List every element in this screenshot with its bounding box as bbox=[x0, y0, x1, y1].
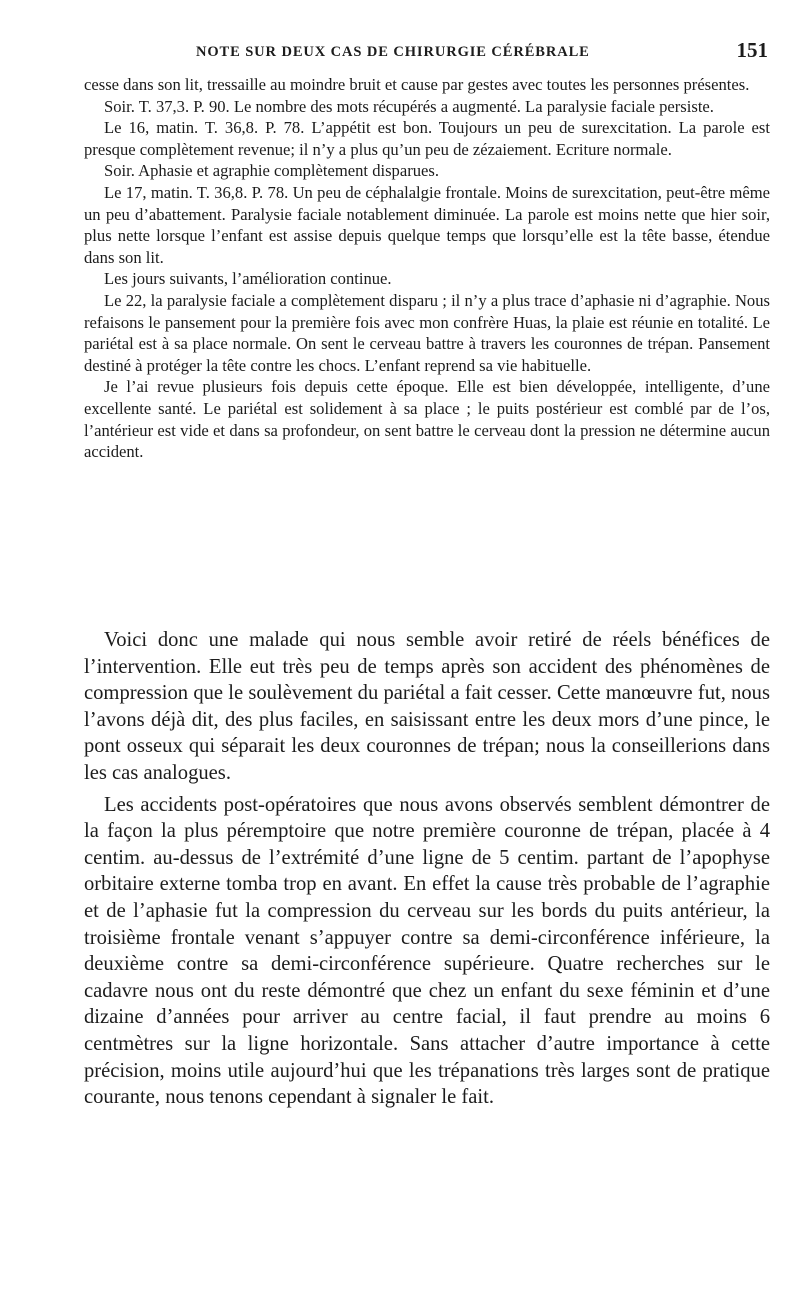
note-paragraph: cesse dans son lit, tressaille au moindre bruit et cause par gestes avec toutes les personnes présentes. bbox=[84, 75, 750, 94]
note-paragraph: Le 17, matin. T. 36,8. P. 78. Un peu de céphalalgie frontale. Moins de surexcitation, peut-être même un peu d’abattement. Paralysie faciale notablement diminuée. La parole est moins nette que hier soir, plus nette lorsque l’enfant est assise depuis quelque temps que lorsqu’elle est la tête basse, étendue dans son lit. bbox=[84, 182, 770, 267]
body-paragraph: Voici donc une malade qui nous semble avoir retiré de réels bénéfices de l’intervention. Elle eut très peu de temps après son accident des phénomènes de compression que le soulèvement du pariétal a fait cesser. Cette manœuvre fut, nous l’avons déjà dit, des plus faciles, en saisissant entre les deux mors d’une pince, le pont osseux qui séparait les deux couronnes de trépan; nous la conseillerions dans les cas analogues. bbox=[84, 629, 770, 784]
running-title: NOTE SUR DEUX CAS DE CHIRURGIE CÉRÉBRALE bbox=[196, 44, 590, 60]
note-paragraph: Le 16, matin. T. 36,8. P. 78. L’appétit est bon. Toujours un peu de surexcitation. La parole est presque complètement revenue; il n’y a plus qu’un peu de zézaiement. Ecriture normale. bbox=[84, 118, 770, 159]
page-number: 151 bbox=[736, 38, 768, 62]
note-paragraph: Soir. Aphasie et agraphie complètement disparues. bbox=[104, 161, 440, 181]
main-text bbox=[84, 627, 770, 1111]
note-paragraph: Soir. T. 37,3. P. 90. Le nombre des mots récupérés a augmenté. La paralysie faciale persiste. bbox=[104, 96, 714, 116]
case-notes bbox=[84, 74, 770, 463]
note-paragraph: Les jours suivants, l’amélioration continue. bbox=[104, 269, 392, 289]
note-paragraph: Je l’ai revue plusieurs fois depuis cette époque. Elle est bien développée, intelligente, d’une excellente santé. Le pariétal est solidement à sa place ; le puits postérieur est comblé par de l’os, l’antérieur est vide et dans sa profondeur, on sent battre le cerveau dont la pression ne détermine aucun accident. bbox=[84, 377, 770, 462]
body-paragraph: Les accidents post-opératoires que nous avons observés semblent démontrer de la façon la plus péremptoire que notre première couronne de trépan, placée à 4 centim. au-dessus de l’extrémité d’une ligne de 5 centim. partant de l’apophyse orbitaire externe tomba trop en avant. En effet la cause très probable de l’agraphie et de l’aphasie fut la compression du cerveau sur les bords du puits antérieur, la troisième frontale venant s’appuyer contre sa demi-circonférence inférieure, la deuxième contre sa demi-circonférence supérieure. Quatre recherches sur le cadavre nous ont du reste démontré que chez un enfant du sexe féminin et d’une dizaine d’années pour arriver au centre facial, il faut prendre au moins 6 centmètres sur la ligne horizontale. Sans attacher d’autre importance à cette précision, moins utile aujourd’hui que les trépanations très larges sont de pratique courante, nous tenons cependant à signaler le fait. bbox=[84, 793, 770, 1109]
page-header bbox=[84, 38, 770, 68]
note-paragraph: Le 22, la paralysie faciale a complètement disparu ; il n’y a plus trace d’aphasie ni d’agraphie. Nous refaisons le pansement pour la première fois avec mon confrère Huas, la plaie est réunie en totalité. Le pariétal est à sa place normale. On sent le cerveau battre à travers les couronnes de trépan. Pansement destiné à protéger la tête contre les chocs. L’enfant reprend sa vie habituelle. bbox=[84, 290, 770, 375]
